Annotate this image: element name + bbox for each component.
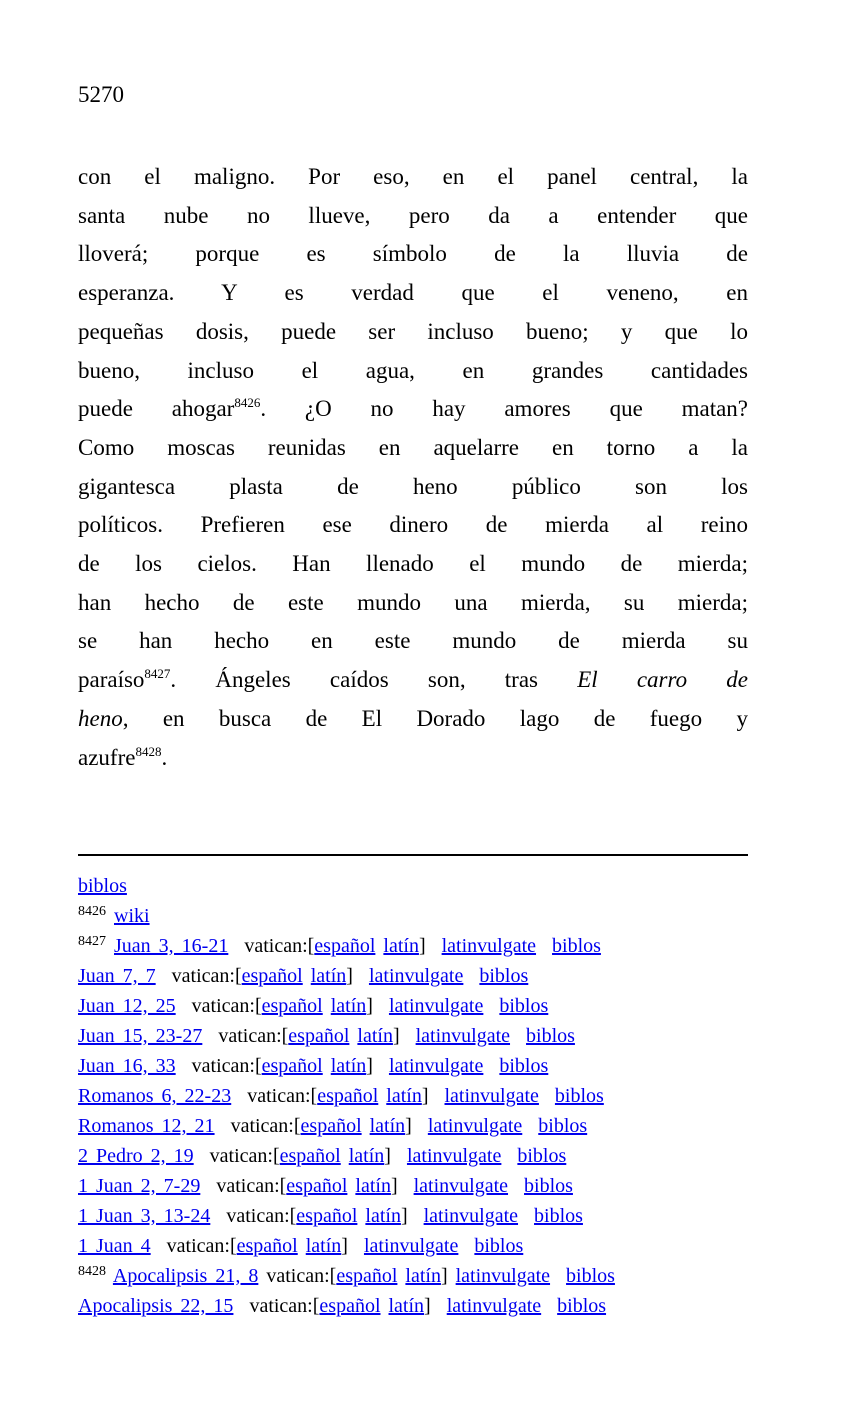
italic-text: El carro de	[577, 667, 749, 693]
body-line	[78, 661, 748, 700]
body-paragraph	[78, 158, 748, 777]
link-biblos[interactable]: biblos	[552, 935, 601, 957]
link-espanol[interactable]: español	[317, 1085, 379, 1107]
body-line	[78, 197, 748, 236]
footnote-line	[78, 1021, 790, 1051]
link-biblos[interactable]: biblos	[538, 1115, 588, 1137]
link-latin[interactable]: latín	[383, 935, 419, 957]
link-latin[interactable]: latín	[330, 995, 367, 1017]
link-latin[interactable]: latín	[305, 1235, 342, 1257]
link-latinvulgate[interactable]: latinvulgate	[388, 1055, 484, 1077]
footnote-line	[78, 1171, 790, 1201]
text-run: ]	[440, 1265, 456, 1287]
link-latin[interactable]: latín	[405, 1265, 441, 1287]
text-run: ]	[341, 1235, 364, 1257]
footnote-line	[78, 1051, 790, 1081]
link-biblos[interactable]: biblos	[479, 965, 529, 987]
link-latin[interactable]: latín	[348, 1145, 385, 1167]
text-run: ]	[400, 1205, 424, 1227]
text-run	[381, 1295, 389, 1317]
link-espanol[interactable]: español	[279, 1145, 341, 1167]
link-latinvulgate[interactable]: latinvulgate	[446, 1295, 542, 1317]
text-run: vatican:[	[214, 1115, 301, 1137]
link-espanol[interactable]: español	[300, 1115, 362, 1137]
text-run: ]	[366, 995, 389, 1017]
link-biblos[interactable]: biblos	[557, 1295, 607, 1317]
link-biblos[interactable]: biblos	[474, 1235, 524, 1257]
text-run: vatican:[	[155, 965, 242, 987]
link-espanol[interactable]: español	[296, 1205, 358, 1227]
footnote-number: 8428	[78, 1264, 106, 1279]
body-line	[78, 584, 748, 623]
link-latin[interactable]: latín	[365, 1205, 401, 1227]
link-espanol[interactable]: español	[261, 995, 323, 1017]
text-run: con el maligno. Por eso, en el panel central, la	[78, 164, 748, 189]
body-line	[78, 545, 748, 584]
body-line	[78, 700, 748, 739]
footnote-separator	[78, 854, 748, 856]
text-run	[341, 1145, 349, 1167]
link-reference[interactable]: 1 Juan 3, 13-24	[78, 1205, 211, 1227]
link-espanol[interactable]: español	[241, 965, 303, 987]
footnote-ref-marker: 8426	[234, 395, 261, 411]
link-latinvulgate[interactable]: latinvulgate	[413, 1175, 509, 1197]
text-run	[106, 905, 114, 927]
link-biblos[interactable]: biblos	[554, 1085, 604, 1107]
link-wiki[interactable]: wiki	[114, 905, 150, 927]
footnote-line	[78, 1081, 790, 1111]
link-latinvulgate[interactable]: latinvulgate	[427, 1115, 523, 1137]
text-run: vatican:[	[258, 1265, 337, 1287]
text-run: , en busca de El Dorado lago de fuego y	[122, 705, 748, 731]
text-run: ]	[405, 1115, 428, 1137]
body-line	[78, 390, 748, 429]
link-reference[interactable]: Romanos 12, 21	[78, 1115, 215, 1137]
text-run: paraíso	[78, 667, 145, 693]
link-biblos[interactable]: biblos	[526, 1025, 575, 1047]
text-run	[518, 1205, 534, 1227]
text-run	[303, 965, 311, 987]
text-run: bueno, incluso el agua, en grandes cantidades	[78, 357, 748, 383]
link-biblos[interactable]: biblos	[534, 1205, 583, 1227]
link-reference[interactable]: Juan 15, 23-27	[78, 1025, 203, 1047]
text-run: vatican:[	[200, 1175, 287, 1197]
text-run: lloverá; porque es símbolo de la lluvia de	[78, 241, 748, 267]
text-run: se han hecho en este mundo de mierda su	[78, 628, 748, 654]
text-run: ]	[384, 1145, 407, 1167]
link-latinvulgate[interactable]: latinvulgate	[368, 965, 464, 987]
link-reference[interactable]: Apocalipsis 21, 8	[112, 1265, 259, 1287]
body-line	[78, 622, 748, 661]
text-run: de los cielos. Han llenado el mundo de mierda;	[78, 551, 748, 577]
link-biblos[interactable]: biblos	[499, 995, 549, 1017]
body-line	[78, 352, 748, 391]
text-run: ]	[366, 1055, 389, 1077]
link-latinvulgate[interactable]: latinvulgate	[444, 1085, 539, 1107]
body-line	[78, 429, 748, 468]
text-run	[323, 1055, 331, 1077]
text-run	[483, 1055, 499, 1077]
text-run	[539, 1085, 555, 1107]
text-run: vatican:[	[231, 1085, 318, 1107]
link-reference[interactable]: 1 Juan 4	[78, 1235, 151, 1257]
text-run: azufre	[78, 744, 136, 770]
link-espanol[interactable]: español	[286, 1175, 348, 1197]
text-run: vatican:[	[228, 935, 315, 957]
link-latin[interactable]: latín	[355, 1175, 391, 1197]
footnote-line	[78, 1261, 790, 1291]
link-espanol[interactable]: español	[288, 1025, 350, 1047]
text-run: gigantesca plasta de heno público son los	[78, 473, 748, 499]
text-run	[508, 1175, 524, 1197]
footnote-line	[78, 1111, 790, 1141]
text-run	[463, 965, 479, 987]
link-espanol[interactable]: español	[261, 1055, 323, 1077]
footnote-number: 8426	[78, 904, 106, 919]
italic-text: heno	[78, 705, 123, 731]
link-latinvulgate[interactable]: latinvulgate	[423, 1205, 519, 1227]
footnote-line	[78, 1141, 790, 1171]
text-run	[106, 1265, 113, 1287]
text-run: santa nube no llueve, pero da a entender que	[78, 202, 748, 228]
text-run: vatican:[	[150, 1235, 237, 1257]
link-latin[interactable]: latín	[369, 1115, 406, 1137]
text-run	[550, 1265, 566, 1287]
body-line	[78, 313, 748, 352]
text-run: ]	[421, 1085, 445, 1107]
link-reference[interactable]: Juan 16, 33	[78, 1055, 176, 1077]
text-run	[458, 1235, 474, 1257]
footnote-ref-marker: 8427	[144, 666, 171, 682]
footnote-line	[78, 961, 790, 991]
link-biblos[interactable]: biblos	[499, 1055, 549, 1077]
link-biblos[interactable]: biblos	[78, 875, 127, 897]
text-run: . ¿O no hay amores que matan?	[260, 396, 748, 422]
text-run: vatican:[	[175, 995, 262, 1017]
footnote-line	[78, 871, 790, 901]
text-run: políticos. Prefieren ese dinero de mierda al reino	[78, 512, 748, 538]
body-line	[78, 235, 748, 274]
link-latin[interactable]: latín	[386, 1085, 422, 1107]
text-run: ]	[346, 965, 369, 987]
text-run	[501, 1145, 517, 1167]
link-latin[interactable]: latín	[388, 1295, 425, 1317]
link-reference[interactable]: 2 Pedro 2, 19	[78, 1145, 194, 1167]
link-reference[interactable]: Apocalipsis 22, 15	[78, 1295, 234, 1317]
text-run	[522, 1115, 538, 1137]
body-line	[78, 274, 748, 313]
link-espanol[interactable]: español	[236, 1235, 298, 1257]
link-latinvulgate[interactable]: latinvulgate	[388, 995, 484, 1017]
text-run: han hecho de este mundo una mierda, su mierda;	[78, 589, 748, 615]
link-reference[interactable]: Romanos 6, 22-23	[78, 1085, 232, 1107]
footnote-line	[78, 931, 790, 961]
footnote-number: 8427	[78, 934, 106, 949]
footnote-ref-marker: 8428	[135, 743, 162, 759]
text-run	[510, 1025, 526, 1047]
link-latin[interactable]: latín	[330, 1055, 367, 1077]
body-line	[78, 468, 748, 507]
text-run: ]	[392, 1025, 416, 1047]
link-latinvulgate[interactable]: latinvulgate	[415, 1025, 511, 1047]
link-latinvulgate[interactable]: latinvulgate	[455, 1265, 551, 1287]
text-run	[298, 1235, 306, 1257]
link-biblos[interactable]: biblos	[524, 1175, 573, 1197]
text-run	[106, 935, 114, 957]
text-run: ]	[418, 935, 442, 957]
text-run: ]	[424, 1295, 447, 1317]
text-run: esperanza. Y es verdad que el veneno, en	[78, 280, 748, 306]
text-run: vatican:[	[202, 1025, 289, 1047]
text-run: . Ángeles caídos son, tras	[170, 667, 578, 693]
footnote-line	[78, 991, 790, 1021]
text-run: .	[161, 744, 168, 770]
text-run: ]	[390, 1175, 414, 1197]
link-reference[interactable]: 1 Juan 2, 7-29	[78, 1175, 201, 1197]
text-run: vatican:[	[193, 1145, 280, 1167]
text-run	[323, 995, 331, 1017]
link-reference[interactable]: Juan 7, 7	[78, 965, 156, 987]
text-run	[362, 1115, 370, 1137]
text-run: vatican:[	[175, 1055, 262, 1077]
link-biblos[interactable]: biblos	[566, 1265, 615, 1287]
link-espanol[interactable]: español	[314, 935, 376, 957]
text-run: Como moscas reunidas en aquelarre en torno a la	[78, 434, 748, 460]
text-run: pequeñas dosis, puede ser incluso bueno; y que lo	[78, 318, 748, 344]
text-run: vatican:[	[233, 1295, 320, 1317]
link-latinvulgate[interactable]: latinvulgate	[441, 935, 537, 957]
link-reference[interactable]: Juan 12, 25	[78, 995, 176, 1017]
link-espanol[interactable]: español	[319, 1295, 381, 1317]
link-latin[interactable]: latín	[310, 965, 347, 987]
text-run	[536, 935, 552, 957]
footnote-line	[78, 1231, 790, 1261]
link-latinvulgate[interactable]: latinvulgate	[406, 1145, 502, 1167]
page-number: 5270	[78, 82, 124, 107]
text-run	[541, 1295, 557, 1317]
footnote-line	[78, 1201, 790, 1231]
footnote-line	[78, 901, 790, 931]
link-latinvulgate[interactable]: latinvulgate	[363, 1235, 459, 1257]
body-line	[78, 506, 748, 545]
body-line	[78, 158, 748, 197]
footnote-line	[78, 1291, 790, 1321]
link-biblos[interactable]: biblos	[517, 1145, 567, 1167]
link-reference[interactable]: Juan 3, 16-21	[114, 935, 229, 957]
text-run: puede ahogar	[78, 396, 235, 422]
body-line	[78, 739, 748, 778]
link-espanol[interactable]: español	[336, 1265, 398, 1287]
footnotes	[78, 871, 790, 1321]
text-run	[483, 995, 499, 1017]
link-latin[interactable]: latín	[357, 1025, 393, 1047]
text-run: vatican:[	[210, 1205, 297, 1227]
